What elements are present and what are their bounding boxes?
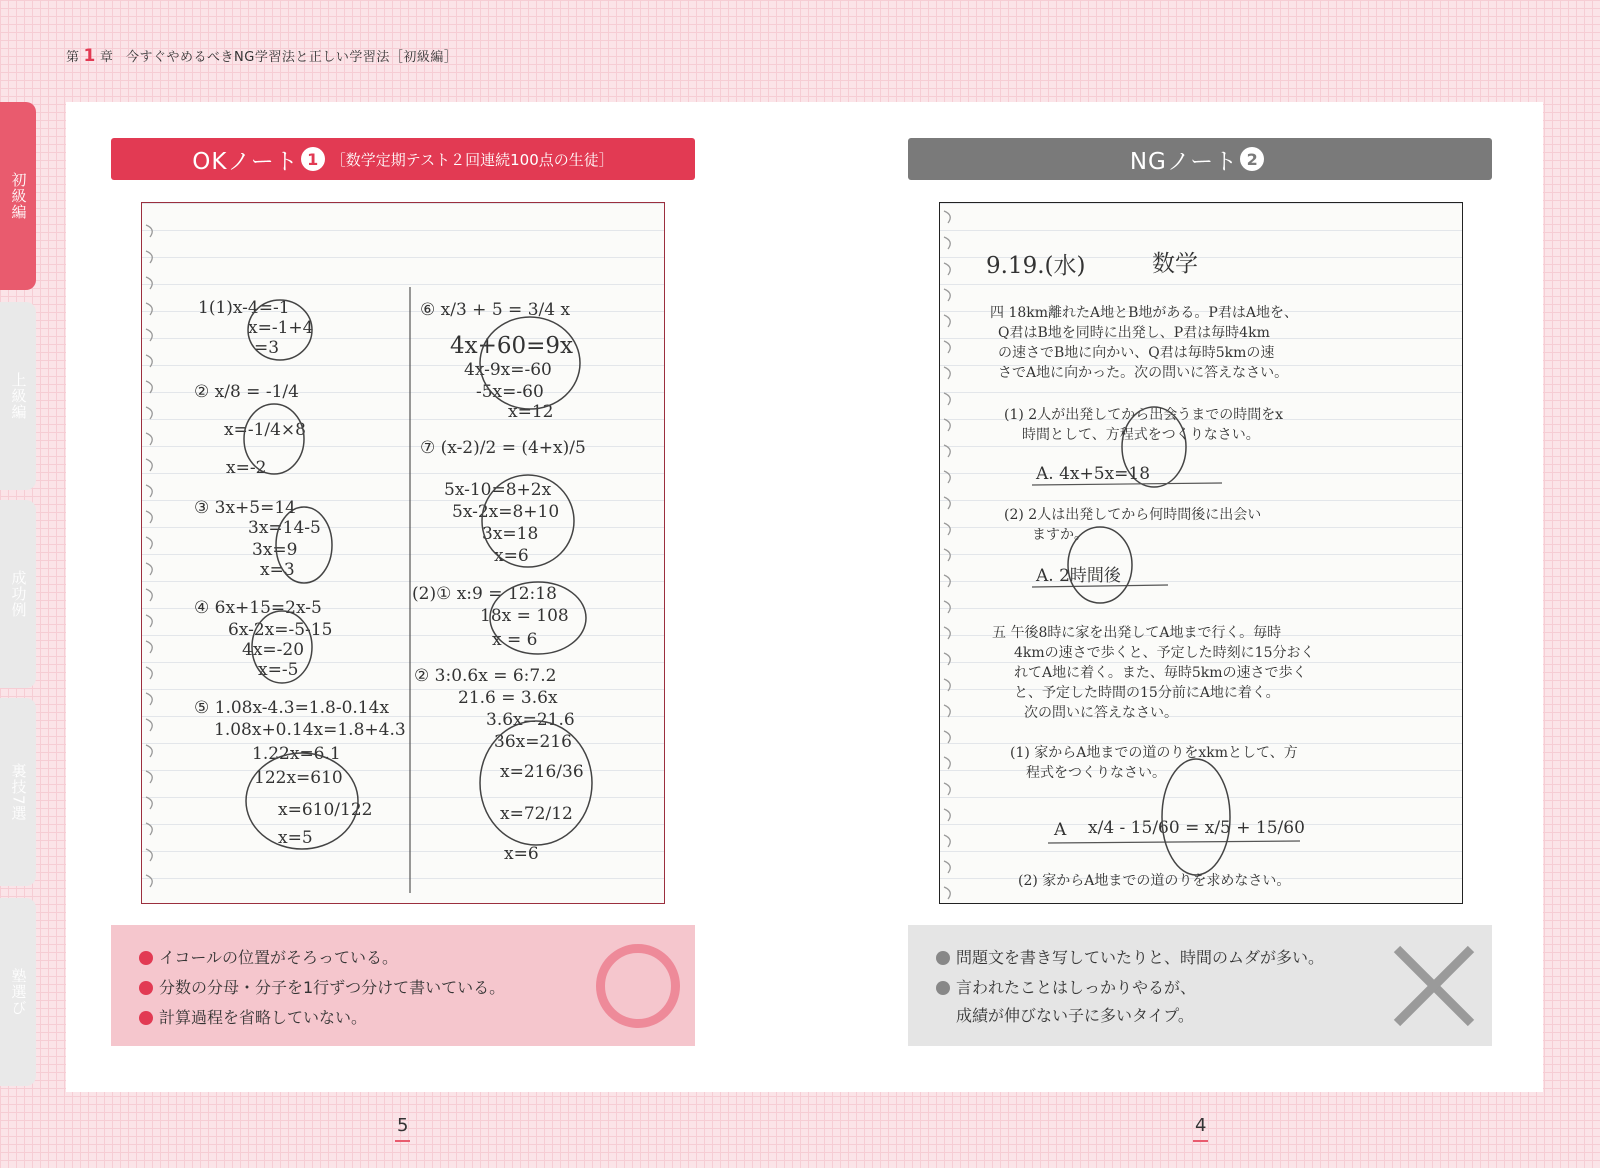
work-line: 4x+60=9x bbox=[450, 333, 574, 359]
chapter-header bbox=[66, 46, 457, 66]
work-line: 21.6 = 3.6x bbox=[458, 688, 558, 708]
work-line: =3 bbox=[254, 338, 280, 358]
chapter-suffix: 章 bbox=[99, 50, 114, 65]
note-line: 時間として、方程式をつくりなさい。 bbox=[1022, 427, 1260, 443]
ng-notebook-drawing bbox=[940, 203, 1462, 903]
ng-note-title: NGノート bbox=[1129, 148, 1239, 175]
ok-note-subtitle: ［数学定期テスト２回連続100点の生徒］ bbox=[330, 150, 614, 169]
side-tab-school[interactable] bbox=[0, 898, 36, 1086]
right-column-work bbox=[412, 300, 592, 864]
work-line: 122x=610 bbox=[254, 768, 343, 788]
side-tab-tricks[interactable] bbox=[0, 698, 36, 886]
note-line: 程式をつくりなさい。 bbox=[1026, 765, 1166, 781]
ok-note-title-bar bbox=[111, 138, 695, 180]
work-line: x=12 bbox=[508, 402, 554, 422]
ng-note-text: 言われたことはしっかりやるが、 bbox=[956, 978, 1197, 997]
work-line: 3x=18 bbox=[482, 524, 539, 544]
work-line: (2)① x:9 = 12:18 bbox=[412, 584, 557, 604]
work-line: 5x-10=8+2x bbox=[444, 480, 552, 500]
work-line: ② x/8 = -1/4 bbox=[194, 382, 299, 402]
ng-notebook-image bbox=[939, 202, 1463, 904]
ng-note-item bbox=[936, 973, 1324, 1029]
work-line: 1(1)x-4=-1 bbox=[198, 298, 290, 318]
bullet-icon bbox=[139, 981, 153, 995]
chapter-number: 1 bbox=[83, 46, 96, 66]
ok-note-text: 計算過程を省略していない。 bbox=[159, 1008, 368, 1027]
work-line: 6x-2x=-5-15 bbox=[228, 620, 333, 640]
work-line: ④ 6x+15=2x-5 bbox=[194, 598, 322, 618]
note-date: 9.19.(水) bbox=[986, 253, 1086, 279]
ok-note-text: イコールの位置がそろっている。 bbox=[159, 948, 399, 967]
note-line: の速さでB地に向かい、Q君は毎時5kmの速 bbox=[998, 345, 1275, 361]
work-line: x=-1/4×8 bbox=[224, 420, 306, 440]
note-line: さでA地に向かった。次の問いに答えなさい。 bbox=[998, 365, 1289, 381]
bullet-icon bbox=[139, 1011, 153, 1025]
ng-notes-list bbox=[936, 943, 1324, 1029]
ok-notebook-image bbox=[141, 202, 665, 904]
side-tab-label: 成功例 bbox=[9, 570, 28, 618]
work-line: 3.6x=21.6 bbox=[486, 710, 575, 730]
ok-note-text: 分数の分母・分子を1行ずつ分けて書いている。 bbox=[159, 978, 506, 997]
ng-note-badge: 2 bbox=[1240, 147, 1264, 171]
bullet-icon bbox=[936, 951, 950, 965]
note-line: ますか。 bbox=[1032, 527, 1088, 543]
work-line: x=610/122 bbox=[278, 800, 373, 820]
side-tab-label: 裏技7選 bbox=[9, 762, 28, 822]
ng-note-item bbox=[936, 943, 1324, 973]
left-column-work bbox=[194, 298, 406, 849]
note-subject: 数学 bbox=[1152, 251, 1198, 277]
note-line: 4kmの速さで歩くと、予定した時刻に15分おく bbox=[1014, 645, 1315, 661]
ng-note-text: 成績が伸びない子に多いタイプ。 bbox=[956, 1006, 1194, 1025]
note-line: (1) 家からA地までの道のりをxkmとして、方 bbox=[1010, 745, 1298, 761]
ok-note-title: OKノート bbox=[192, 148, 299, 175]
ok-notes-box bbox=[111, 925, 695, 1046]
note-equation: x/4 - 15/60 = x/5 + 15/60 bbox=[1088, 818, 1305, 838]
note-answer-label: A bbox=[1054, 820, 1067, 840]
work-line: ⑤ 1.08x-4.3=1.8-0.14x bbox=[194, 698, 390, 718]
note-line: (2) 2人は出発してから何時間後に出会い bbox=[1004, 507, 1262, 523]
note-line: 四 18km離れたA地とB地がある。P君はA地を、 bbox=[990, 305, 1298, 321]
ok-notes-list bbox=[139, 943, 505, 1033]
binder-holes bbox=[944, 211, 950, 899]
note-line: (2) 家からA地までの道のりを求めなさい。 bbox=[1018, 873, 1291, 889]
work-line: x=72/12 bbox=[500, 804, 573, 824]
work-line: x=-1+4 bbox=[248, 318, 314, 338]
ng-note-title-bar bbox=[908, 138, 1492, 180]
circle-mark-icon bbox=[596, 944, 680, 1028]
work-line: x=6 bbox=[494, 546, 529, 566]
work-line: 1.08x+0.14x=1.8+4.3 bbox=[214, 720, 406, 740]
ok-note-item bbox=[139, 973, 505, 1003]
note-line: Q君はB地を同時に出発し、P君は毎時4km bbox=[998, 325, 1270, 341]
side-tab-label: 塾選び bbox=[9, 968, 28, 1016]
work-line: x=-2 bbox=[226, 458, 267, 478]
work-line: -5x=-60 bbox=[476, 382, 544, 402]
chapter-prefix: 第 bbox=[66, 50, 80, 65]
work-line: ③ 3x+5=14 bbox=[194, 498, 296, 518]
side-tab-label: 初級編 bbox=[9, 172, 28, 220]
page-number-left: 5 bbox=[397, 1115, 409, 1136]
cross-mark-icon bbox=[1393, 945, 1475, 1027]
chapter-title: 今すぐやめるべきNG学習法と正しい学習法［初級編］ bbox=[126, 50, 458, 65]
side-tab-advanced[interactable] bbox=[0, 302, 36, 490]
work-line: 18x = 108 bbox=[480, 606, 569, 626]
work-line: x=5 bbox=[278, 828, 313, 848]
work-line: x=-5 bbox=[258, 660, 299, 680]
work-line: x = 6 bbox=[492, 630, 538, 650]
ok-note-item bbox=[139, 1003, 505, 1033]
note-line: 五 午後8時に家を出発してA地まで行く。毎時 bbox=[992, 625, 1282, 641]
work-line: x=3 bbox=[260, 560, 295, 580]
work-line: 5x-2x=8+10 bbox=[452, 502, 560, 522]
note-line: れてA地に着く。また、毎時5kmの速さで歩く bbox=[1014, 665, 1307, 681]
note-answer: A. 2時間後 bbox=[1036, 566, 1121, 586]
work-line: 1.22x=6.1 bbox=[252, 744, 341, 764]
side-tab-success[interactable] bbox=[0, 500, 36, 688]
ok-note-badge: 1 bbox=[301, 147, 325, 171]
work-line: 3x=14-5 bbox=[248, 518, 321, 538]
note-line: と、予定した時間の15分前にA地に着く。 bbox=[1014, 685, 1280, 701]
work-line: ⑦ (x-2)/2 = (4+x)/5 bbox=[420, 438, 586, 458]
work-line: x=216/36 bbox=[500, 762, 584, 782]
work-line: 4x-9x=-60 bbox=[464, 360, 552, 380]
bullet-icon bbox=[139, 951, 153, 965]
page-number-right: 4 bbox=[1195, 1115, 1207, 1136]
ng-notes-box bbox=[908, 925, 1492, 1046]
work-line: 36x=216 bbox=[494, 732, 572, 752]
bullet-icon bbox=[936, 981, 950, 995]
work-line: ② 3:0.6x = 6:7.2 bbox=[414, 666, 557, 686]
note-answer: A. 4x+5x=18 bbox=[1036, 464, 1151, 484]
binder-holes bbox=[146, 225, 152, 887]
work-line: ⑥ x/3 + 5 = 3/4 x bbox=[420, 300, 571, 320]
side-tab-label: 上級編 bbox=[9, 372, 28, 420]
ok-notebook-drawing bbox=[142, 203, 664, 903]
work-line: x=6 bbox=[504, 844, 539, 864]
work-line: 4x=-20 bbox=[242, 640, 305, 660]
work-line: 3x=9 bbox=[252, 540, 298, 560]
ok-note-item bbox=[139, 943, 505, 973]
note-line: (1) 2人が出発してから出会うまでの時間をx bbox=[1004, 407, 1284, 423]
ng-note-text: 問題文を書き写していたりと、時間のムダが多い。 bbox=[956, 948, 1325, 967]
side-tab-beginner[interactable] bbox=[0, 102, 36, 290]
note-line: 次の問いに答えなさい。 bbox=[1024, 705, 1178, 721]
